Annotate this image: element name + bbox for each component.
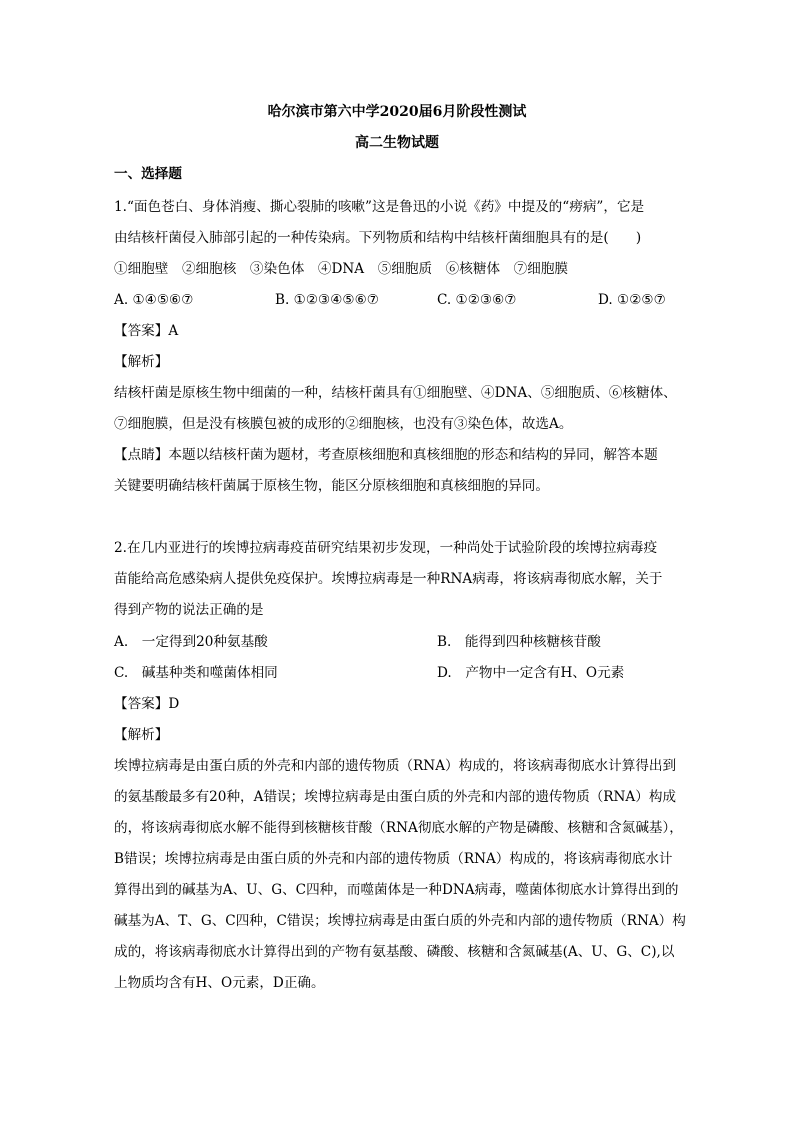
q1-stem-line-2: 由结核杆菌侵入肺部引起的一种传染病。下列物质和结构中结核杆菌细胞具有的是( ) [114,230,642,246]
q1-option-c: C. ①②③⑥⑦ [437,292,517,308]
q2-answer: 【答案】D [114,696,180,712]
q2-analysis-line: B错误；埃博拉病毒是由蛋白质的外壳和内部的遗传物质（RNA）构成的，将该病毒彻底水计 [114,851,673,867]
q1-analysis-line-2: ⑦细胞膜，但是没有核膜包被的成形的②细胞核，也没有③染色体，故选A。 [114,416,573,432]
q2-stem-line-1: 2.在几内亚进行的埃博拉病毒疫苗研究结果初步发现，一种尚处于试验阶段的埃博拉病毒疫 [114,540,658,556]
subject-title: 高二生物试题 [355,135,439,151]
q1-option-d: D. ①②⑤⑦ [598,292,666,308]
q2-analysis-line: 上物质均含有H、O元素，D正确。 [114,975,325,991]
q1-comment-line-2: 关键要明确结核杆菌属于原核生物，能区分原核细胞和真核细胞的异同。 [114,478,549,494]
q2-analysis-line: 的，将该病毒彻底水解不能得到核糖核苷酸（RNA彻底水解的产物是磷酸、核糖和含氮碱基）， [114,820,683,836]
q2-option-a: A. 一定得到20种氨基酸 [114,634,268,650]
q2-analysis-line: 算得出到的碱基为A、U、G、C四种，而噬菌体是一种DNA病毒，噬菌体彻底水计算得出到的 [114,882,679,898]
q2-analysis-line: 埃博拉病毒是由蛋白质的外壳和内部的遗传物质（RNA）构成的，将该病毒彻底水计算得出到 [114,758,677,774]
q1-stem-line-1: 1.“面色苍白、身体消瘦、撕心裂肺的咳嗽”这是鲁迅的小说《药》中提及的“痨病”，它是 [114,199,645,215]
school-title: 哈尔滨市第六中学2020届6月阶段性测试 [267,104,527,120]
q2-analysis-line: 的氨基酸最多有20种，A错误；埃博拉病毒是由蛋白质的外壳和内部的遗传物质（RNA）构成 [114,789,677,805]
q1-comment-line-1: 【点睛】本题以结核杆菌为题材，考查原核细胞和真核细胞的形态和结构的异同，解答本题 [114,447,658,463]
q1-analysis-label: 【解析】 [114,354,169,370]
q1-analysis-line-1: 结核杆菌是原核生物中细菌的一种，结核杆菌具有①细胞壁、④DNA、⑤细胞质、⑥核糖体、 [114,385,677,401]
q2-option-c: C. 碱基种类和噬菌体相同 [114,665,278,681]
q1-items-line: ①细胞壁 ②细胞核 ③染色体 ④DNA ⑤细胞质 ⑥核糖体 ⑦细胞膜 [114,261,569,277]
q1-option-a: A. ①④⑤⑥⑦ [114,292,194,308]
q2-analysis-label: 【解析】 [114,727,169,743]
section-heading: 一、选择题 [114,166,182,182]
q2-analysis-line: 碱基为A、T、G、C四种，C错误；埃博拉病毒是由蛋白质的外壳和内部的遗传物质（RNA）构 [114,913,686,929]
q2-option-b: B. 能得到四种核糖核苷酸 [437,634,601,650]
q1-answer: 【答案】A [114,323,179,339]
q2-option-d: D. 产物中一定含有H、O元素 [437,665,625,681]
q2-stem-line-2: 苗能给高危感染病人提供免疫保护。埃博拉病毒是一种RNA病毒，将该病毒彻底水解，关于 [114,571,663,587]
q1-option-b: B. ①②③④⑤⑥⑦ [275,292,379,308]
q2-analysis-line: 成的，将该病毒彻底水计算得出到的产物有氨基酸、磷酸、核糖和含氮碱基(A、U、G、C),以 [114,944,675,960]
q2-stem-line-3: 得到产物的说法正确的是 [114,602,264,618]
